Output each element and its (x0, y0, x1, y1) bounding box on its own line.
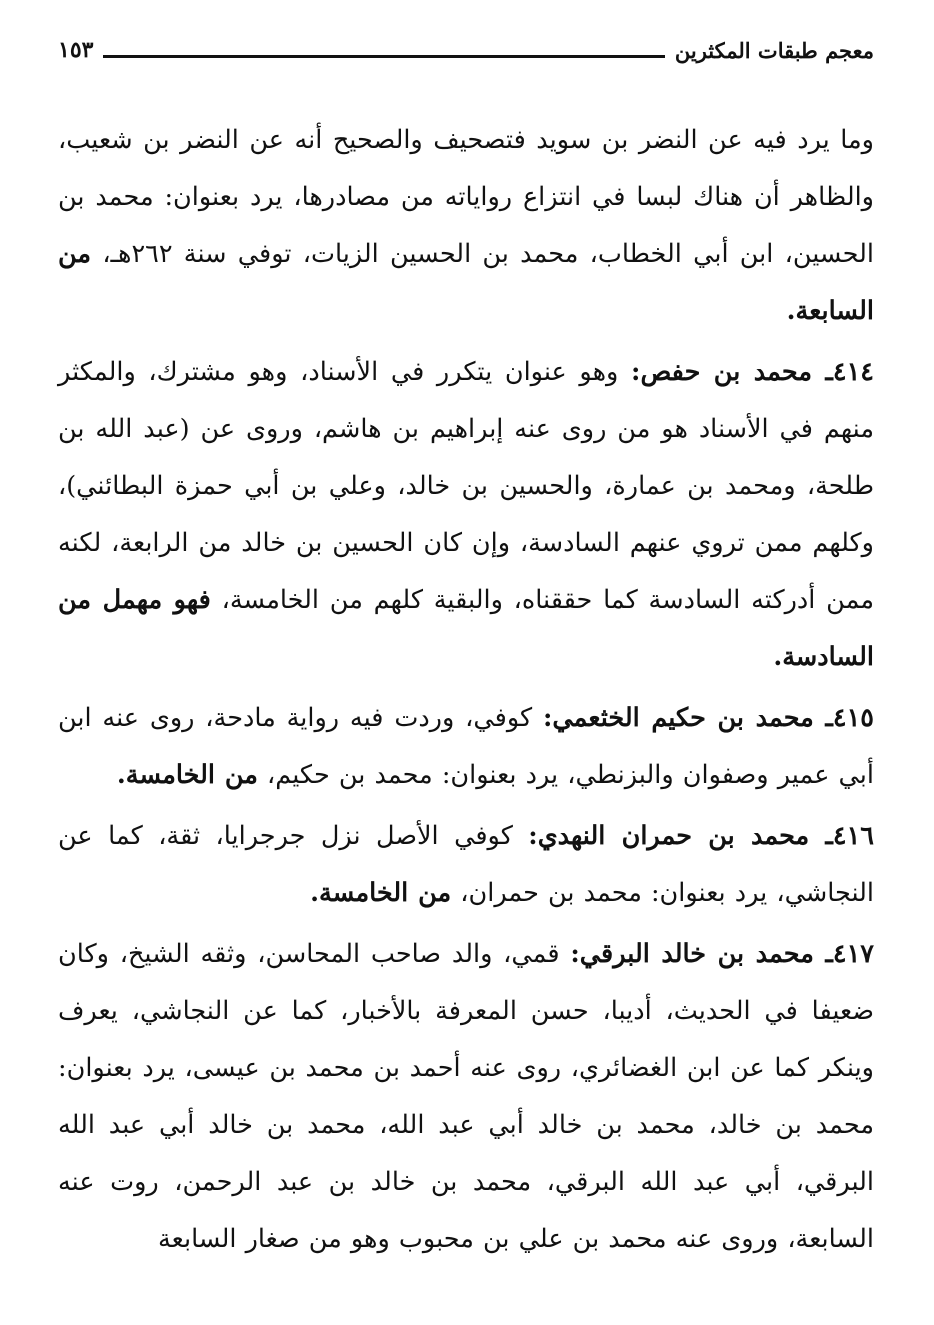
entry-heading: ٤١٥ـ محمد بن حكيم الخثعمي: (542, 703, 874, 733)
book-title: معجم طبقات المكثرين (674, 37, 874, 63)
paragraph-text: وما يرد فيه عن النضر بن سويد فتصحيف والصحيح أنه عن النضر بن شعيب، والظاهر أن هناك لبسا في انتزاع رواياته من مصادرها، يرد بعنوان: محمد بن الحسين، ابن أبي الخطاب، محمد بن الحسين الزيات، توفي سنة ٢٦٢هـ، (58, 125, 874, 269)
header-rule (103, 55, 664, 58)
entry-heading: ٤١٧ـ محمد بن خالد البرقي: (570, 939, 874, 969)
entry-text: كوفي الأصل نزل جرجرايا، ثقة، كما عن النجاشي، يرد بعنوان: محمد بن حمران، (58, 821, 874, 908)
entry-text: قمي، والد صاحب المحاسن، وثقه الشيخ، وكان ضعيفا في الحديث، أديبا، حسن المعرفة بالأخبار، كما عن النجاشي، يعرف وينكر كما عن ابن الغضائري، روى عنه أحمد بن محمد بن عيسى، يرد بعنوان: محمد بن خالد، محمد بن خالد أبي عبد الله، محمد بن خالد أبي عبد الله البرقي، أبي عبد الله البرقي، محمد بن خالد بن عبد الرحمن، روت عنه السابعة، وروى عنه محمد بن علي بن محبوب وهو من صغار السابعة (58, 939, 874, 1254)
entry-tail: من الخامسة. (116, 760, 258, 790)
entry-tail: من الخامسة. (310, 878, 452, 908)
entry-416 (58, 808, 874, 922)
paragraph-tail: من السابعة. (58, 239, 874, 326)
page-number: ١٥٣ (58, 37, 94, 63)
paragraph-continuation (58, 112, 874, 340)
entry-415 (58, 690, 874, 804)
entry-heading: ٤١٦ـ محمد بن حمران النهدي: (528, 821, 874, 851)
running-header (58, 30, 874, 70)
entry-414 (58, 344, 874, 686)
page-body (58, 112, 874, 1268)
entry-tail: فهو مهمل من السادسة. (58, 585, 874, 672)
entry-text: وهو عنوان يتكرر في الأسناد، وهو مشترك، والمكثر منهم في الأسناد هو من روى عنه إبراهيم بن هاشم، وروى عن (عبد الله بن طلحة، ومحمد بن عمارة، والحسين بن خالد، وعلي بن أبي حمزة البطائني)، وكلهم ممن تروي عنهم السادسة، وإن كان الحسين بن خالد من الرابعة، لكنه ممن أدركته السادسة كما حققناه، والبقية كلهم من الخامسة، (58, 357, 874, 615)
entry-417 (58, 926, 874, 1268)
entry-text: كوفي، وردت فيه رواية مادحة، روى عنه ابن أبي عمير وصفوان والبزنطي، يرد بعنوان: محمد بن حكيم، (58, 703, 874, 790)
entry-heading: ٤١٤ـ محمد بن حفص: (631, 357, 874, 387)
